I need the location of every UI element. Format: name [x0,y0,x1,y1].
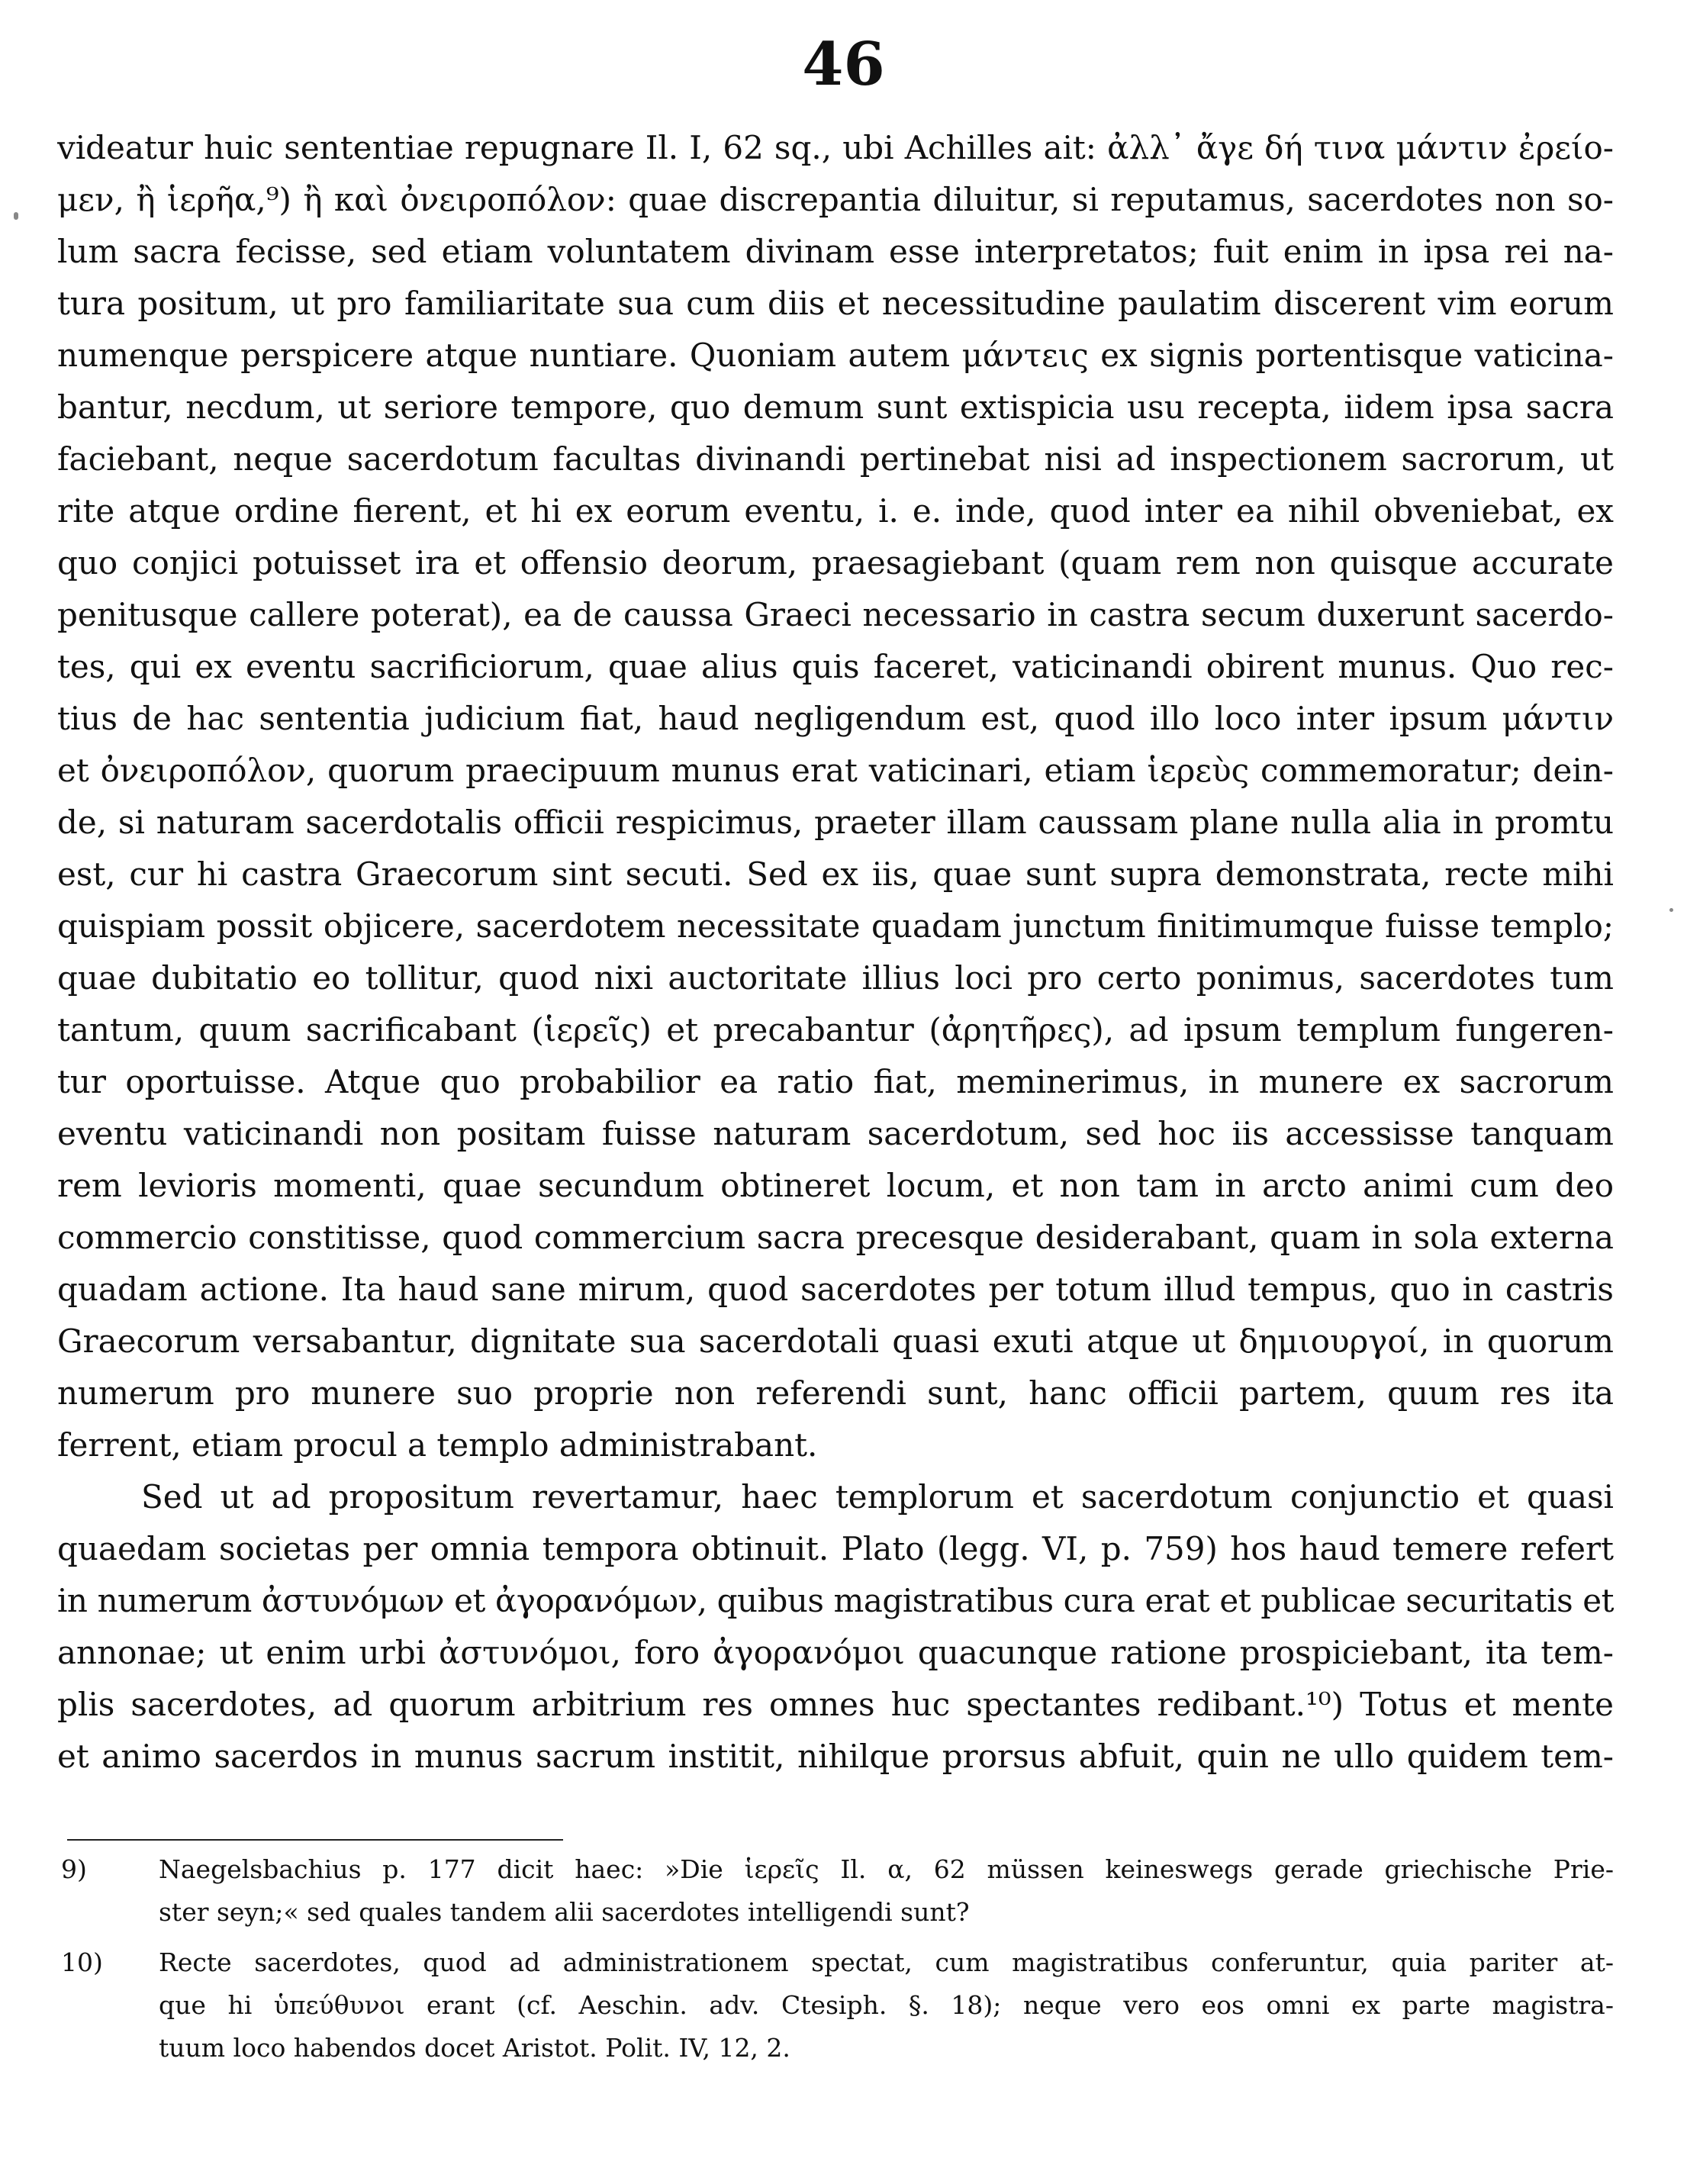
text-line: tur oportuisse. Atque quo probabilior ea ratio fiat, meminerimus, in munere ex sacrorum [57,1063,1614,1100]
footnote-text: que hi ὑπεύθυνοι erant (cf. Aeschin. adv. Ctesiph. §. 18); neque vero eos omni ex parte magistra- [159,1990,1614,2020]
text-line: μεν, ἢ ἱερῆα,⁹) ἢ καὶ ὀνειροπόλον: quae discrepantia diluitur, si reputamus, sacerdotes non so- [57,181,1614,218]
text-line: numenque perspicere atque nuntiare. Quoniam autem μάντεις ex signis portentisque vaticina- [57,337,1614,374]
text-line: et ὀνειροπόλον, quorum praecipuum munus erat vaticinari, etiam ἱερεὺς commemoratur; dein- [57,752,1614,789]
text-line: penitusque callere poterat), ea de caussa Graeci necessario in castra secum duxerunt sacerdo- [57,596,1614,633]
main-text [57,122,1614,1783]
text-line: tius de hac sententia judicium fiat, haud negligendum est, quod illo loco inter ipsum μάντιν [57,700,1614,737]
text-line: eventu vaticinandi non positam fuisse naturam sacerdotum, sed hoc iis accessisse tanquam [57,1115,1614,1152]
footnote-line [61,1848,1614,1891]
page-number: 46 [802,30,885,99]
text-line: lum sacra fecisse, sed etiam voluntatem divinam esse interpretatos; fuit enim in ipsa rei na- [57,233,1614,270]
footnote-number: 10) [61,1947,103,1977]
footnote-rule [67,1839,563,1841]
text-line: Sed ut ad propositum revertamur, haec templorum et sacerdotum conjunctio et quasi [141,1478,1614,1516]
footnote-line [61,1891,1614,1934]
text-line: ferrent, etiam procul a templo administrabant. [57,1426,818,1464]
text-line: rem levioris momenti, quae secundum obtineret locum, et non tam in arcto animi cum deo [57,1167,1614,1204]
text-line: quadam actione. Ita haud sane mirum, quod sacerdotes per totum illud tempus, quo in castris [57,1271,1614,1308]
footnote-line [61,2027,1614,2070]
footnotes [61,1848,1614,2070]
text-line: est, cur hi castra Graecorum sint secuti. Sed ex iis, quae sunt supra demonstrata, recte mihi [57,855,1614,893]
text-line: tura positum, ut pro familiaritate sua cum diis et necessitudine paulatim discerent vim eorum [57,285,1614,322]
text-line: et animo sacerdos in munus sacrum institit, nihilque prorsus abfuit, quin ne ullo quidem tem- [57,1738,1614,1775]
footnote-line [61,1941,1614,1984]
text-line: annonae; ut enim urbi ἀστυνόμοι, foro ἀγορανόμοι quacunque ratione prospiciebant, ita tem- [57,1634,1614,1671]
text-line: de, si naturam sacerdotalis officii respicimus, praeter illam caussam plane nulla alia in promtu [57,804,1614,841]
text-line: plis sacerdotes, ad quorum arbitrium res omnes huc spectantes redibant.¹⁰) Totus et mente [57,1686,1614,1723]
page-edge-dot [1669,908,1673,912]
footnote-text: Recte sacerdotes, quod ad administrationem spectat, cum magistratibus conferuntur, quia pariter at- [159,1947,1614,1977]
footnote-line [61,1984,1614,2027]
text-line: Graecorum versabantur, dignitate sua sacerdotali quasi exuti atque ut δημιουργοί, in quorum [57,1322,1614,1360]
text-line: faciebant, neque sacerdotum facultas divinandi pertinebat nisi ad inspectionem sacrorum, ut [57,440,1614,478]
text-line: quispiam possit objicere, sacerdotem necessitate quadam junctum finitimumque fuisse templo; [57,907,1614,945]
text-line: tes, qui ex eventu sacrificiorum, quae alius quis faceret, vaticinandi obirent munus. Quo rec- [57,648,1614,685]
text-line: in numerum ἀστυνόμων et ἀγορανόμων, quibus magistratibus cura erat et publicae securitatis et [57,1582,1614,1619]
footnote-number: 9) [61,1854,87,1884]
text-line: quaedam societas per omnia tempora obtinuit. Plato (legg. VI, p. 759) hos haud temere refert [57,1530,1614,1567]
page-edge-mark [14,212,18,220]
text-line: commercio constitisse, quod commercium sacra precesque desiderabant, quam in sola externa [57,1219,1614,1256]
text-line: videatur huic sententiae repugnare Il. I, 62 sq., ubi Achilles ait: ἀλλ᾽ ἄγε δή τινα μάντιν ἐρείο- [57,129,1614,166]
footnote-text: Naegelsbachius p. 177 dicit haec: »Die ἱερεῖς Il. α, 62 müssen keineswegs gerade griechische Prie- [159,1854,1614,1884]
footnote-text: tuum loco habendos docet Aristot. Polit. IV, 12, 2. [159,2033,790,2063]
text-line: quae dubitatio eo tollitur, quod nixi auctoritate illius loci pro certo ponimus, sacerdotes tum [57,959,1614,997]
text-line: numerum pro munere suo proprie non referendi sunt, hanc officii partem, quum res ita [57,1374,1614,1412]
footnote-text: ster seyn;« sed quales tandem alii sacerdotes intelligendi sunt? [159,1897,970,1927]
text-line: rite atque ordine fierent, et hi ex eorum eventu, i. e. inde, quod inter ea nihil obveniebat, ex [57,492,1614,530]
text-line: bantur, necdum, ut seriore tempore, quo demum sunt extispicia usu recepta, iidem ipsa sacra [57,388,1614,426]
text-line: tantum, quum sacrificabant (ἱερεῖς) et precabantur (ἀρητῆρες), ad ipsum templum fungeren- [57,1011,1614,1049]
text-line: quo conjici potuisset ira et offensio deorum, praesagiebant (quam rem non quisque accurate [57,544,1614,581]
